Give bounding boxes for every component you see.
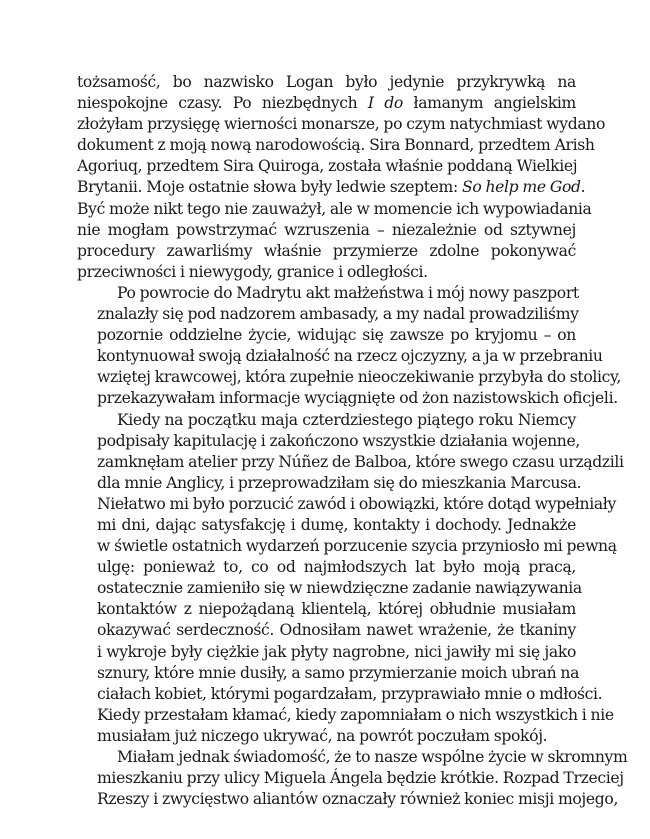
text-line bbox=[77, 726, 576, 747]
text-segment: Miałam jednak świadomość, że to nasze wspólne życie w skromnym bbox=[117, 748, 628, 766]
text-line bbox=[77, 473, 582, 494]
text-segment: kontaktów z niepożądaną klientelą, której obłudnie musiałam bbox=[97, 600, 576, 619]
text-line bbox=[77, 114, 606, 135]
text-segment: mi dni, dając satysfakcję i dumę, kontakty i dochody. Jednakże bbox=[97, 515, 576, 534]
text-segment: . bbox=[580, 178, 586, 197]
text-segment: Rzeszy i zwycięstwo aliantów oznaczały również koniec misji mojego, bbox=[97, 790, 619, 809]
italic-phrase: I do bbox=[367, 94, 403, 113]
text-segment: mieszkaniu przy ulicy Miguela Ángela będzie krótkie. Rozpad Trzeciej bbox=[97, 769, 624, 788]
text-line bbox=[77, 262, 576, 283]
text-segment: Kiedy na początku maja czterdziestego piątego roku Niemcy bbox=[117, 410, 576, 429]
text-line bbox=[77, 557, 576, 578]
text-segment: Po powrocie do Madrytu akt małżeństwa i mój nowy paszport bbox=[117, 283, 579, 302]
text-segment: Być może nikt tego nie zauważył, ale w momencie ich wypowiadania bbox=[77, 199, 592, 218]
text-line bbox=[77, 705, 614, 726]
text-segment: sznury, które mnie dusiły, a samo przymierzanie moich ubrań na bbox=[97, 663, 580, 682]
text-line bbox=[77, 220, 576, 241]
text-segment: podpisały kapitulację i zakończono wszystkie działania wojenne, bbox=[97, 431, 580, 450]
text-line bbox=[77, 177, 586, 198]
text-segment: dla mnie Anglicy, i przeprowadziłam się do mieszkania Marcusa. bbox=[97, 473, 582, 492]
text-segment: ciałach kobiet, którymi pogardzałam, przyprawiało mnie o mdłości. bbox=[97, 684, 603, 703]
text-segment: nie mogłam powstrzymać wzruszenia – niezależnie od sztywnej bbox=[77, 220, 576, 239]
text-line bbox=[77, 620, 576, 641]
book-page bbox=[77, 72, 628, 810]
text-line bbox=[77, 684, 603, 705]
paragraph bbox=[77, 72, 606, 283]
text-segment: musiałam już niczego ukrywać, na powrót poczułam spokój. bbox=[97, 726, 548, 745]
text-line bbox=[77, 642, 576, 663]
text-line bbox=[77, 410, 576, 431]
text-line bbox=[77, 346, 603, 367]
text-line bbox=[77, 388, 618, 409]
text-segment: dokument z moją nową narodowością. Sira Bonnard, przedtem Arish bbox=[77, 136, 595, 155]
text-line bbox=[77, 156, 576, 177]
text-segment: łamanym angielskim bbox=[402, 94, 576, 113]
text-line bbox=[77, 199, 592, 220]
text-line bbox=[77, 325, 576, 346]
text-line bbox=[77, 494, 616, 515]
text-segment: złożyłam przysięgę wierności monarsze, po czym natychmiast wydano bbox=[77, 115, 606, 134]
text-segment: tożsamość, bo nazwisko Logan było jedynie przykrywką na bbox=[77, 73, 576, 91]
text-segment: Agoriuq, przedtem Sira Quiroga, została właśnie poddaną Wielkiej bbox=[77, 157, 578, 176]
text-segment: pozornie oddzielne życie, widując się zawsze po kryjomu – on bbox=[97, 326, 576, 345]
text-line bbox=[77, 578, 582, 599]
text-segment: niespokojne czasy. Po niezbędnych bbox=[77, 94, 368, 113]
paragraph bbox=[77, 747, 628, 810]
text-segment: procedury zawarliśmy właśnie przymierze zdolne pokonywać bbox=[77, 241, 576, 260]
text-line bbox=[77, 241, 576, 262]
text-segment: wziętej krawcowej, która zupełnie nieoczekiwanie przybyła do stolicy, bbox=[97, 368, 622, 387]
text-line bbox=[77, 93, 576, 114]
text-segment: Niełatwo mi było porzucić zawód i obowiązki, które dotąd wypełniały bbox=[97, 494, 616, 513]
text-line bbox=[77, 663, 580, 684]
text-line bbox=[77, 536, 617, 557]
text-line bbox=[77, 599, 576, 620]
text-segment: i wykroje były ciężkie jak płyty nagrobne, nici jawiły mi się jako bbox=[97, 642, 576, 661]
text-segment: okazywać serdeczność. Odnosiłam nawet wrażenie, że tkaniny bbox=[97, 621, 576, 640]
text-line bbox=[77, 431, 580, 452]
text-segment: ostatecznie zamieniło się w niewdzięczne zadanie nawiązywania bbox=[97, 579, 582, 598]
paragraph bbox=[77, 410, 624, 748]
text-line bbox=[77, 283, 579, 304]
text-line bbox=[77, 768, 624, 789]
text-line bbox=[77, 515, 576, 536]
text-segment: Kiedy przestałam kłamać, kiedy zapomniałam o nich wszystkich i nie bbox=[97, 705, 614, 724]
text-line bbox=[77, 747, 628, 768]
text-segment: zamknęłam atelier przy Núñez de Balboa, które swego czasu urządzili bbox=[97, 452, 624, 471]
text-line bbox=[77, 789, 619, 810]
text-line bbox=[77, 367, 622, 388]
text-segment: ulgę: ponieważ to, co od najmłodszych lat było moją pracą, bbox=[97, 558, 576, 577]
text-segment: przeciwności i niewygody, granice i odległości. bbox=[77, 262, 428, 281]
text-line bbox=[77, 452, 624, 473]
text-segment: przekazywałam informacje wyciągnięte od żon nazistowskich oficjeli. bbox=[97, 389, 618, 408]
text-segment: znalazły się pod nadzorem ambasady, a my nadal prowadziliśmy bbox=[97, 305, 579, 324]
text-line bbox=[77, 72, 576, 93]
text-line bbox=[77, 304, 579, 325]
text-line bbox=[77, 135, 595, 156]
text-segment: Brytanii. Moje ostatnie słowa były ledwie szeptem: bbox=[77, 178, 462, 197]
paragraph bbox=[77, 283, 622, 410]
text-segment: w świetle ostatnich wydarzeń porzucenie szycia przyniosło mi pewną bbox=[97, 537, 617, 556]
italic-phrase: So help me God bbox=[461, 178, 581, 197]
text-segment: kontynuował swoją działalność na rzecz ojczyzny, a ja w przebraniu bbox=[97, 347, 603, 366]
